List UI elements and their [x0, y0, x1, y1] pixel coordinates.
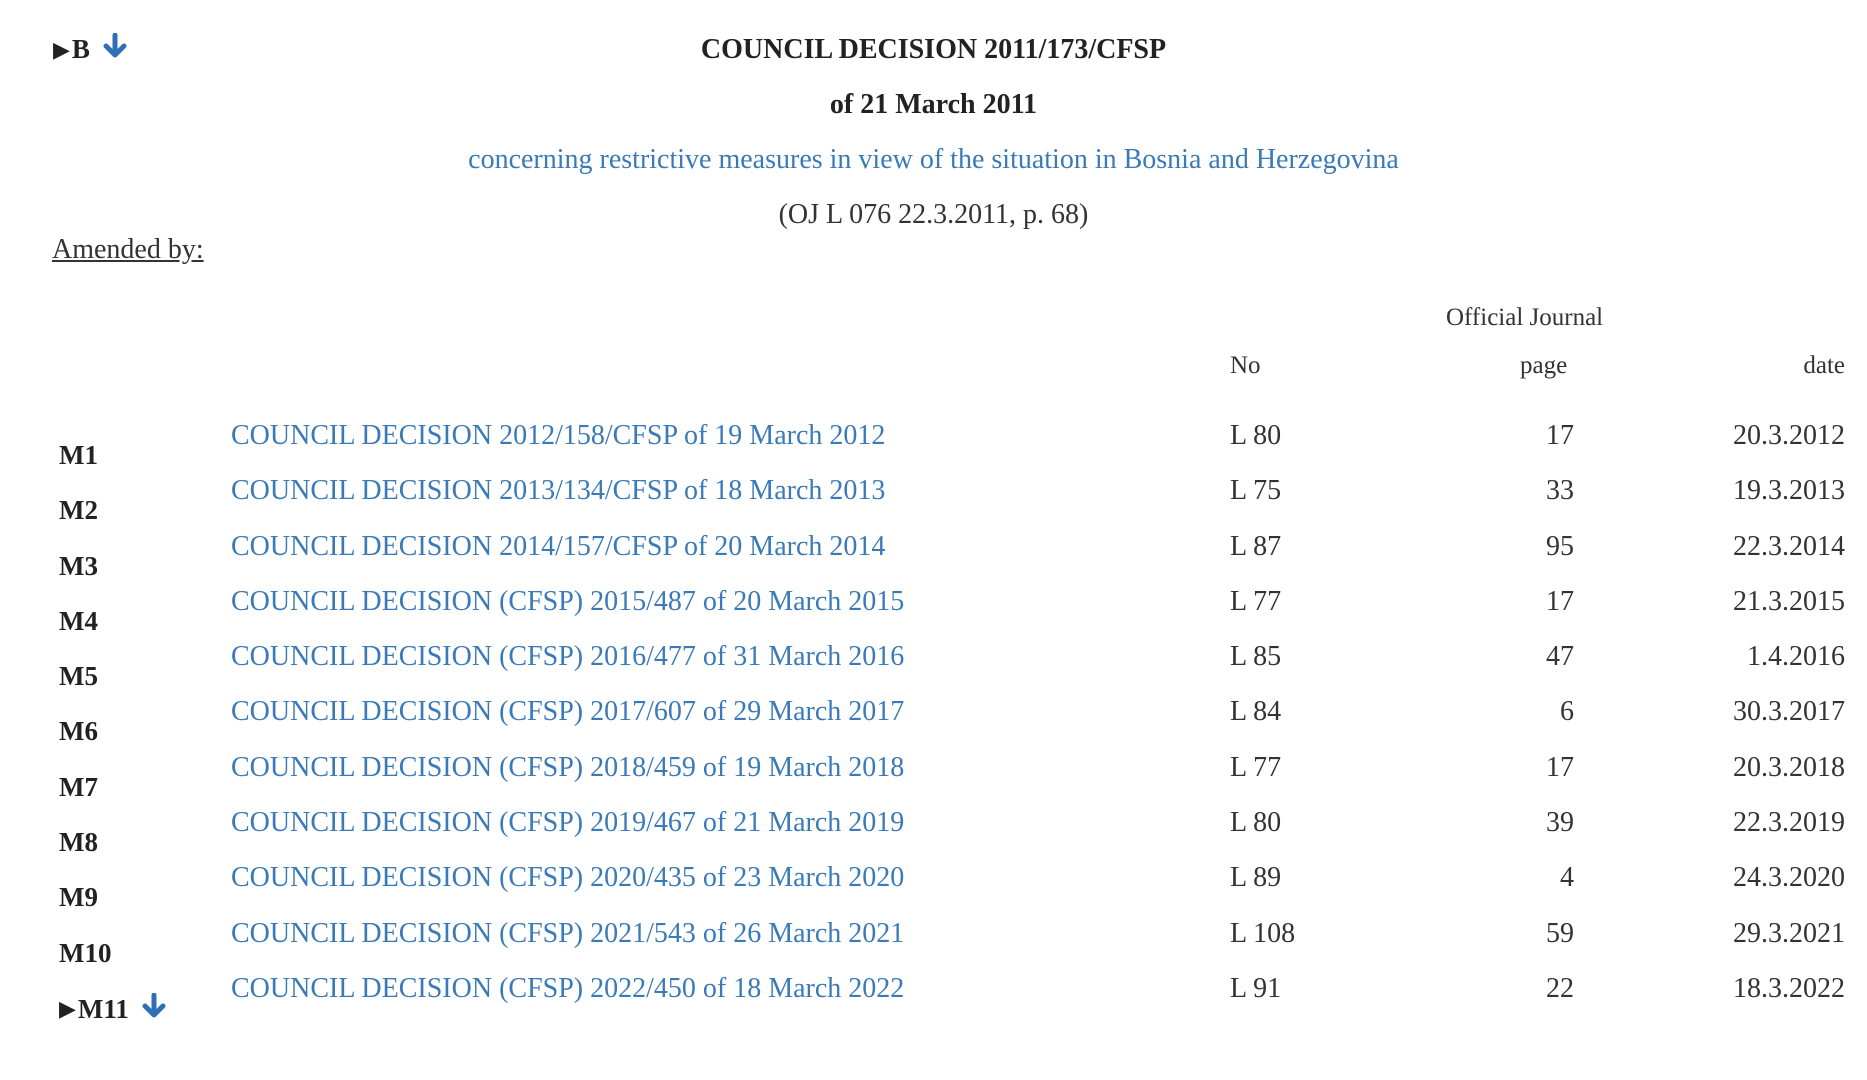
oj-page: 17 — [1546, 585, 1574, 617]
column-header-date: date — [1803, 352, 1845, 379]
table-row — [0, 918, 1867, 973]
oj-page: 95 — [1546, 530, 1574, 562]
down-arrow-icon[interactable] — [141, 993, 167, 1026]
amendment-link[interactable]: COUNCIL DECISION (CFSP) 2017/607 of 29 March 2017 — [231, 696, 905, 728]
amendment-marker-label: M6 — [59, 716, 98, 747]
oj-page: 47 — [1546, 641, 1574, 673]
amendment-link[interactable]: COUNCIL DECISION 2014/157/CFSP of 20 March 2014 — [231, 530, 886, 562]
amendment-marker-label: M8 — [59, 827, 98, 858]
table-row — [0, 641, 1867, 696]
amendment-marker-label: M7 — [59, 771, 98, 802]
oj-page: 39 — [1546, 807, 1574, 839]
amendment-link[interactable]: COUNCIL DECISION (CFSP) 2016/477 of 31 March 2016 — [231, 641, 905, 673]
table-row — [0, 420, 1867, 475]
oj-date: 30.3.2017 — [1733, 696, 1845, 728]
amendment-marker — [59, 882, 98, 913]
amendment-marker-label: M9 — [59, 882, 98, 913]
amendment-link[interactable]: COUNCIL DECISION 2013/134/CFSP of 18 March 2013 — [231, 475, 886, 507]
amendment-marker-label: M10 — [59, 937, 112, 968]
amendment-marker-label: M2 — [59, 495, 98, 526]
oj-date: 24.3.2020 — [1733, 862, 1845, 894]
amendment-marker-label: M3 — [59, 550, 98, 581]
oj-date: 1.4.2016 — [1747, 641, 1845, 673]
amendment-marker-label: M1 — [59, 440, 98, 470]
amendment-link[interactable]: COUNCIL DECISION (CFSP) 2021/543 of 26 March 2021 — [231, 917, 905, 949]
oj-page: 17 — [1546, 751, 1574, 783]
oj-page: 6 — [1560, 696, 1574, 728]
triangle-marker-icon: ▶ — [59, 996, 76, 1022]
amendments-table — [0, 420, 1867, 1028]
amendment-marker — [59, 993, 167, 1026]
oj-page: 59 — [1546, 917, 1574, 949]
amendment-marker — [59, 772, 98, 803]
amendment-marker — [59, 716, 98, 747]
amendment-link[interactable]: COUNCIL DECISION (CFSP) 2015/487 of 20 March 2015 — [231, 585, 905, 617]
amendment-marker-label: M4 — [59, 605, 98, 636]
oj-date: 19.3.2013 — [1733, 475, 1845, 507]
amendment-link[interactable]: COUNCIL DECISION (CFSP) 2019/467 of 21 March 2019 — [231, 807, 905, 839]
amendment-marker-label: M5 — [59, 661, 98, 692]
column-header-no: No — [1230, 352, 1261, 379]
document-subject: concerning restrictive measures in view of the situation in Bosnia and Herzegovina — [468, 144, 1399, 175]
table-row — [0, 973, 1867, 1028]
oj-number: L 89 — [1230, 862, 1282, 894]
oj-date: 18.3.2022 — [1733, 972, 1845, 1004]
amendment-link[interactable]: COUNCIL DECISION (CFSP) 2018/459 of 19 March 2018 — [231, 751, 905, 783]
oj-date: 21.3.2015 — [1733, 585, 1845, 617]
oj-page: 4 — [1560, 862, 1574, 894]
oj-date: 20.3.2012 — [1733, 420, 1845, 451]
oj-date: 29.3.2021 — [1733, 917, 1845, 949]
oj-number: L 77 — [1230, 751, 1282, 783]
triangle-marker-icon: ▶ — [53, 36, 70, 62]
oj-date: 22.3.2014 — [1733, 530, 1845, 562]
oj-number: L 80 — [1230, 420, 1282, 451]
amendment-marker — [59, 551, 98, 582]
amendment-marker — [59, 827, 98, 858]
amendment-marker — [59, 938, 111, 969]
document-date: of 21 March 2011 — [829, 89, 1038, 120]
amendment-marker — [59, 495, 98, 526]
table-row — [0, 586, 1867, 641]
amendment-marker-label: M11 — [77, 993, 129, 1024]
amendment-link[interactable]: COUNCIL DECISION (CFSP) 2020/435 of 23 March 2020 — [231, 862, 905, 894]
oj-number: L 84 — [1230, 696, 1282, 728]
oj-number: L 77 — [1230, 585, 1282, 617]
amendment-marker — [59, 661, 98, 692]
base-marker-label: B — [71, 34, 90, 64]
title-block — [0, 28, 1867, 243]
amendment-link[interactable]: COUNCIL DECISION 2012/158/CFSP of 19 March 2012 — [231, 420, 886, 451]
table-row — [0, 862, 1867, 917]
oj-number: L 108 — [1230, 917, 1296, 949]
oj-page: 17 — [1546, 420, 1574, 451]
oj-date: 20.3.2018 — [1733, 751, 1845, 783]
amendment-marker — [59, 606, 98, 637]
oj-number: L 91 — [1230, 972, 1282, 1004]
oj-number: L 85 — [1230, 641, 1282, 673]
table-row — [0, 807, 1867, 862]
table-row — [0, 696, 1867, 751]
amended-by-label: Amended by: — [52, 234, 204, 265]
table-row — [0, 752, 1867, 807]
oj-page: 22 — [1546, 972, 1574, 1004]
table-row — [0, 531, 1867, 586]
oj-date: 22.3.2019 — [1733, 807, 1845, 839]
amendment-marker — [59, 440, 98, 471]
amendment-link[interactable]: COUNCIL DECISION (CFSP) 2022/450 of 18 March 2022 — [231, 972, 905, 1004]
table-row — [0, 475, 1867, 530]
document-title: COUNCIL DECISION 2011/173/CFSP — [700, 34, 1167, 65]
official-journal-header: Official Journal — [1446, 304, 1604, 331]
oj-number: L 80 — [1230, 807, 1282, 839]
oj-number: L 87 — [1230, 530, 1282, 562]
oj-page: 33 — [1546, 475, 1574, 507]
oj-number: L 75 — [1230, 475, 1282, 507]
oj-reference: (OJ L 076 22.3.2011, p. 68) — [778, 199, 1089, 230]
column-header-page: page — [1520, 352, 1568, 379]
